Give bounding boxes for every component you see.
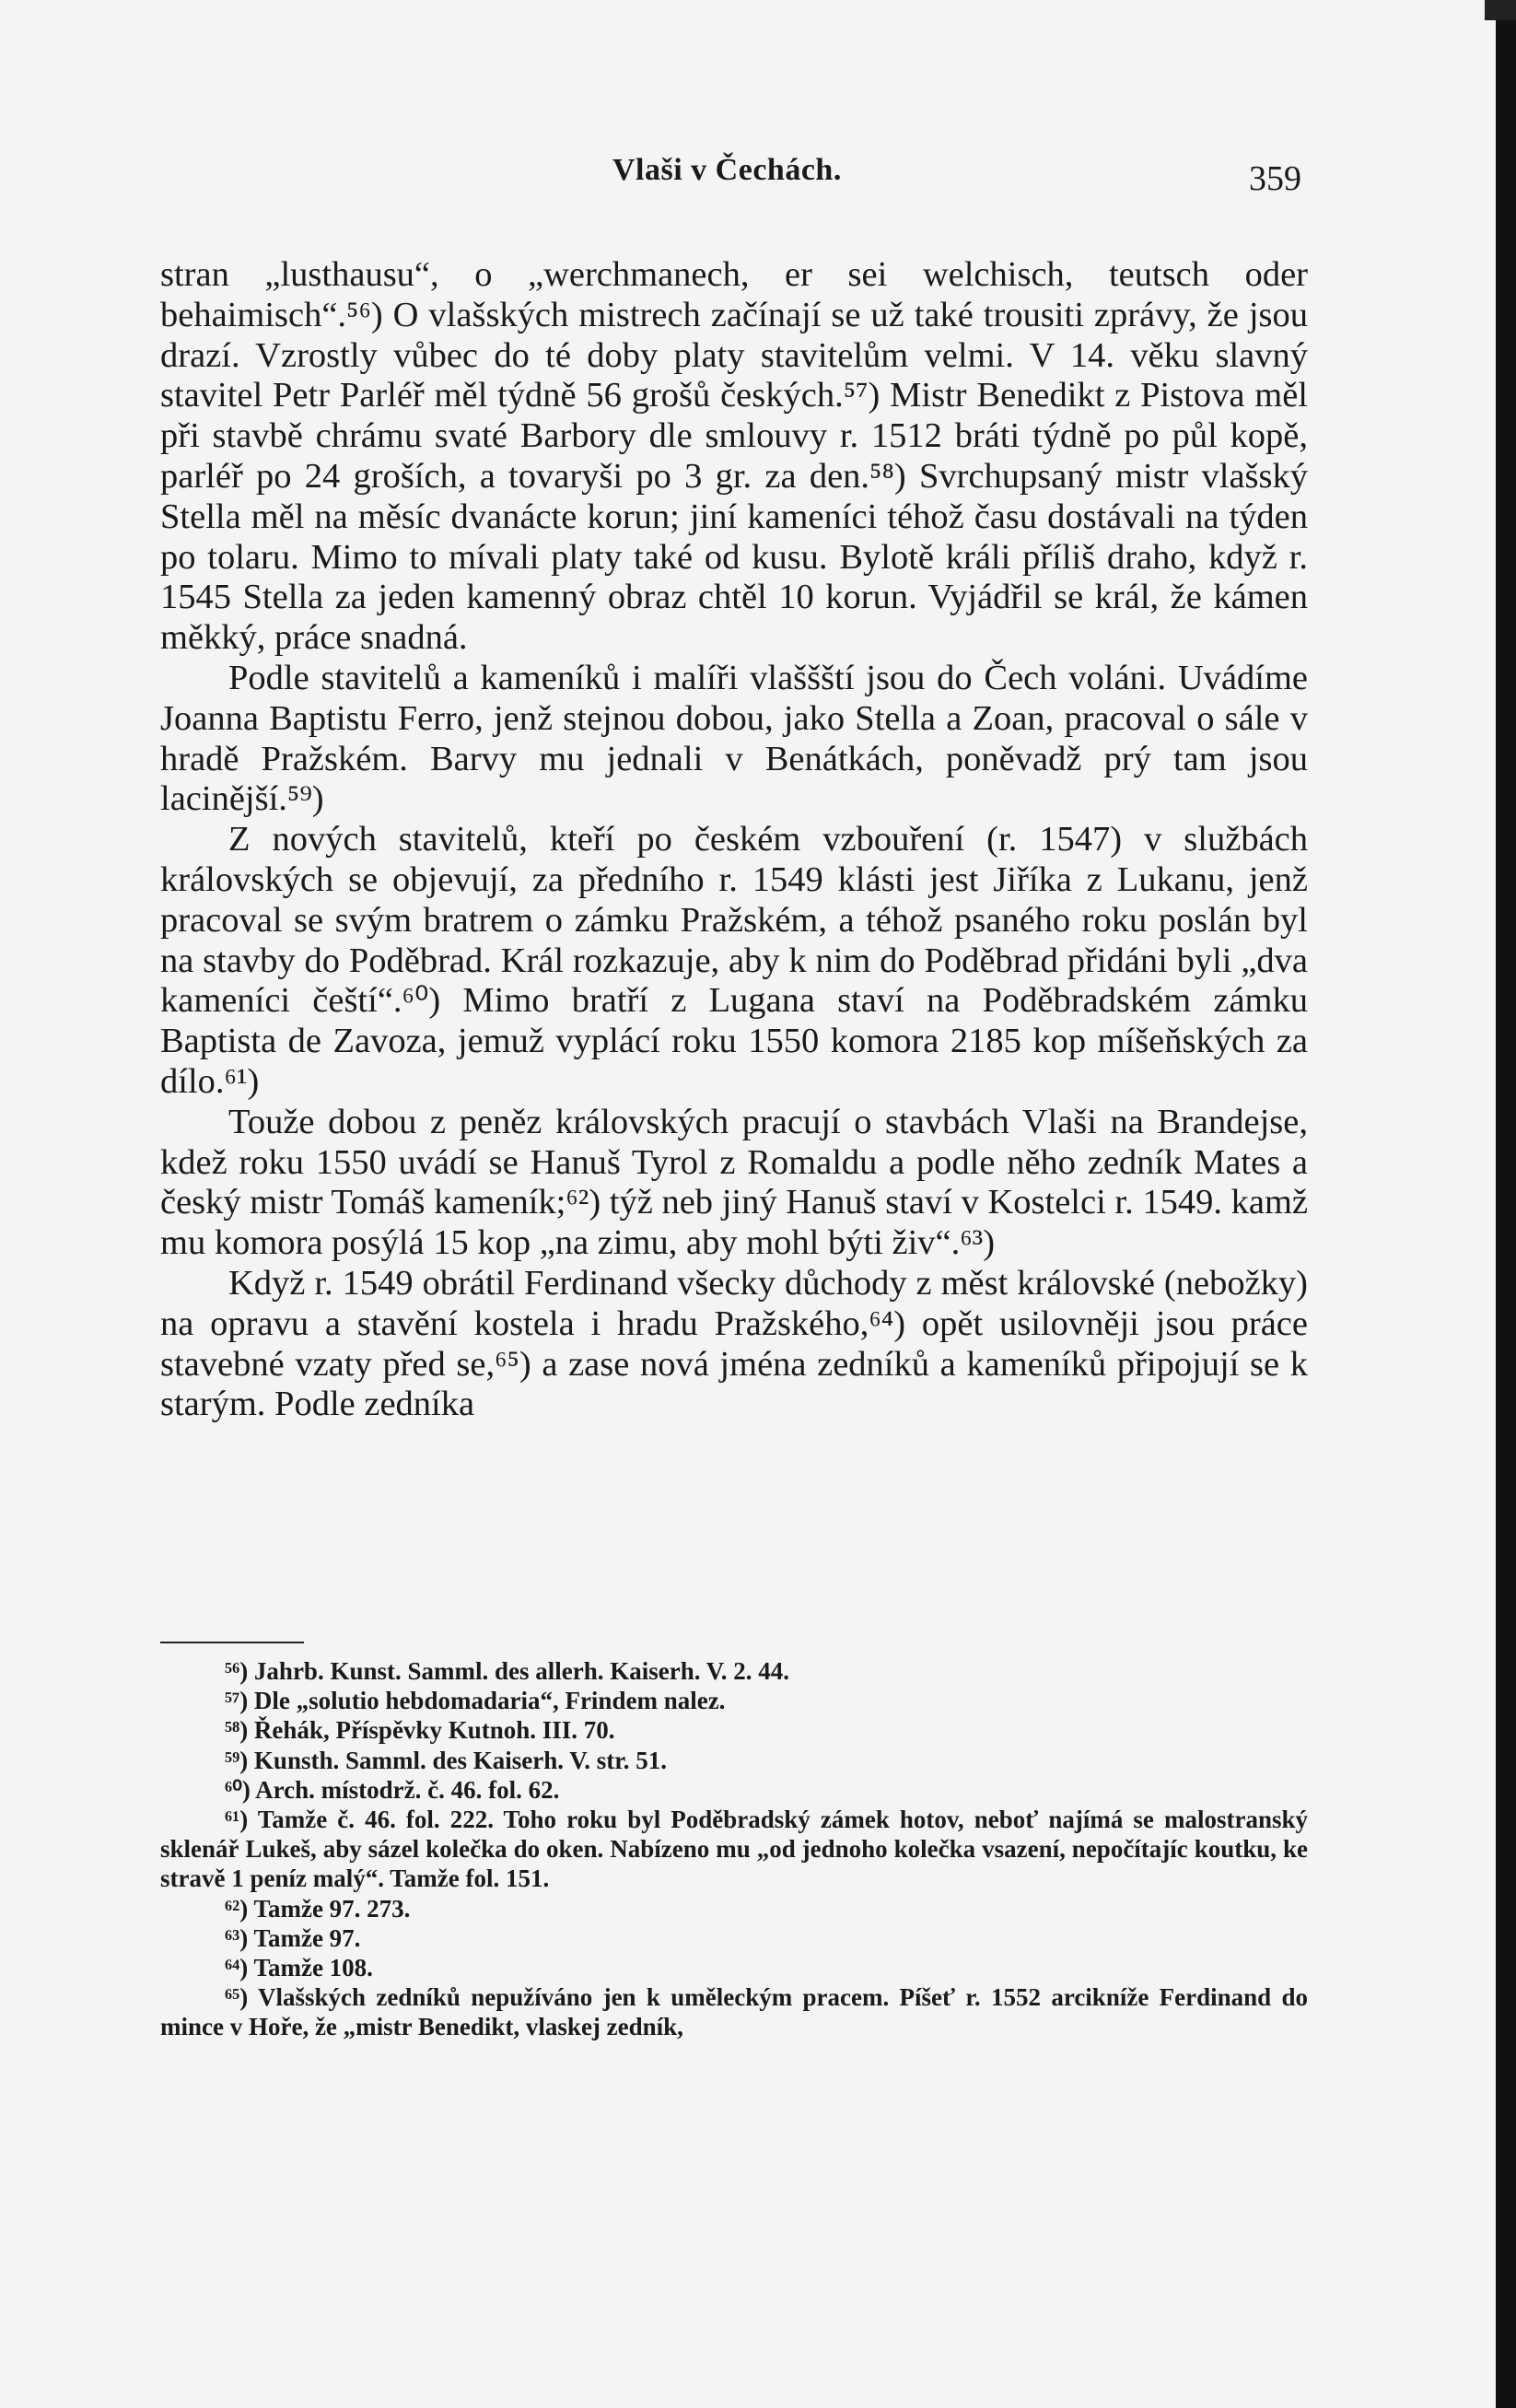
footnote-separator-rule [160, 1642, 304, 1643]
page-number: 359 [1249, 159, 1301, 198]
scan-dark-edge [1496, 0, 1516, 2408]
footnote-62: ⁶²) Tamže 97. 273. [225, 1894, 411, 1923]
footnote-56: ⁵⁶) Jahrb. Kunst. Samml. des allerh. Kaiserh. V. 2. 44. [225, 1657, 789, 1685]
main-body-text [160, 255, 1308, 1425]
paragraph-2: Podle stavitelů a kameníků i malíři vlaššští jsou do Čech voláni. Uvádíme Joanna Baptistu Ferro, jenž stejnou dobou, jako Stella a Zoan, pracoval o sále v hradě Pražském. Barvy mu jednali v Benátkách, poněvadž prý tam jsou lacinější.⁵⁹) [160, 658, 1308, 819]
footnote-57: ⁵⁷) Dle „solutio hebdomadaria“, Frindem nalez. [225, 1687, 726, 1715]
paragraph-4: Touže dobou z peněz královských pracují o stavbách Vlaši na Brandejse, kdež roku 1550 uvádí se Hanuš Tyrol z Romaldu a podle něho zedník Mates a český mistr Tomáš kameník;⁶²) týž neb jiný Hanuš staví v Kostelci r. 1549. kamž mu komora posýlá 15 kop „na zimu, aby mohl býti živ“.⁶³) [160, 1102, 1308, 1263]
scan-dark-corner [1485, 0, 1516, 20]
footnotes [160, 1656, 1308, 2042]
footnote-61: ⁶¹) Tamže č. 46. fol. 222. Toho roku byl Poděbradský zámek hotov, neboť najímá se malostranský sklenář Lukeš, aby sázel kolečka do oken. Nabízeno mu „od jednoho kolečka vsazení, nepočítajíc koutku, ke stravě 1 peníz malý“. Tamže fol. 151. [160, 1806, 1308, 1893]
footnote-60: ⁶⁰) Arch. místodrž. č. 46. fol. 62. [225, 1775, 560, 1804]
footnote-59: ⁵⁹) Kunsth. Samml. des Kaiserh. V. str. 51. [225, 1746, 668, 1774]
paragraph-1: stran „lusthausu“, o „werchmanech, er sei welchisch, teutsch oder behaimisch“.⁵⁶) O vlašských mistrech začínají se už také trousiti zprávy, že jsou drazí. Vzrostly vůbec do té doby platy stavitelům velmi. V 14. věku slavný stavitel Petr Parléř měl týdně 56 grošů českých.⁵⁷) Mistr Benedikt z Pistova měl při stavbě chrámu svaté Barbory dle smlouvy r. 1512 bráti týdně po půl kopě, parléř po 24 groších, a tovaryši po 3 gr. za den.⁵⁸) Svrchupsaný mistr vlašský Stella měl na měsíc dvanácte korun; jiní kameníci téhož času dostávali na týden po tolaru. Mimo to mívali platy také od kusu. Bylotě králi příliš draho, když r. 1545 Stella za jeden kamenný obraz chtěl 10 korun. Vyjádřil se král, že kámen měkký, práce snadná. [160, 255, 1308, 658]
footnote-63: ⁶³) Tamže 97. [225, 1923, 361, 1952]
footnote-58: ⁵⁸) Řehák, Příspěvky Kutnoh. III. 70. [225, 1716, 615, 1745]
footnote-65: ⁶⁵) Vlašských zedníků nepužíváno jen k uměleckým pracem. Píšeť r. 1552 arcikníže Ferdinand do mince v Hoře, že „mistr Benedikt, vlaskej zedník, [160, 1983, 1308, 2041]
running-header-title: Vlaši v Čechách. [612, 153, 842, 187]
paragraph-5: Když r. 1549 obrátil Ferdinand všecky důchody z měst královské (nebožky) na opravu a stavění kostela i hradu Pražského,⁶⁴) opět usilovněji jsou práce stavebné vzaty před se,⁶⁵) a zase nová jména zedníků a kameníků připojují se k starým. Podle zedníka [160, 1263, 1308, 1424]
paragraph-3: Z nových stavitelů, kteří po českém vzbouření (r. 1547) v službách královských se objevují, za předního r. 1549 klásti jest Jiříka z Lukanu, jenž pracoval se svým bratrem o zámku Pražském, a téhož psaného roku poslán byl na stavby do Poděbrad. Král rozkazuje, aby k nim do Poděbrad přidáni byli „dva kameníci čeští“.⁶⁰) Mimo bratří z Lugana staví na Poděbradském zámku Baptista de Zavoza, jemuž vyplácí roku 1550 komora 2185 kop míšeňských za dílo.⁶¹) [160, 820, 1308, 1101]
footnote-64: ⁶⁴) Tamže 108. [225, 1954, 373, 1982]
